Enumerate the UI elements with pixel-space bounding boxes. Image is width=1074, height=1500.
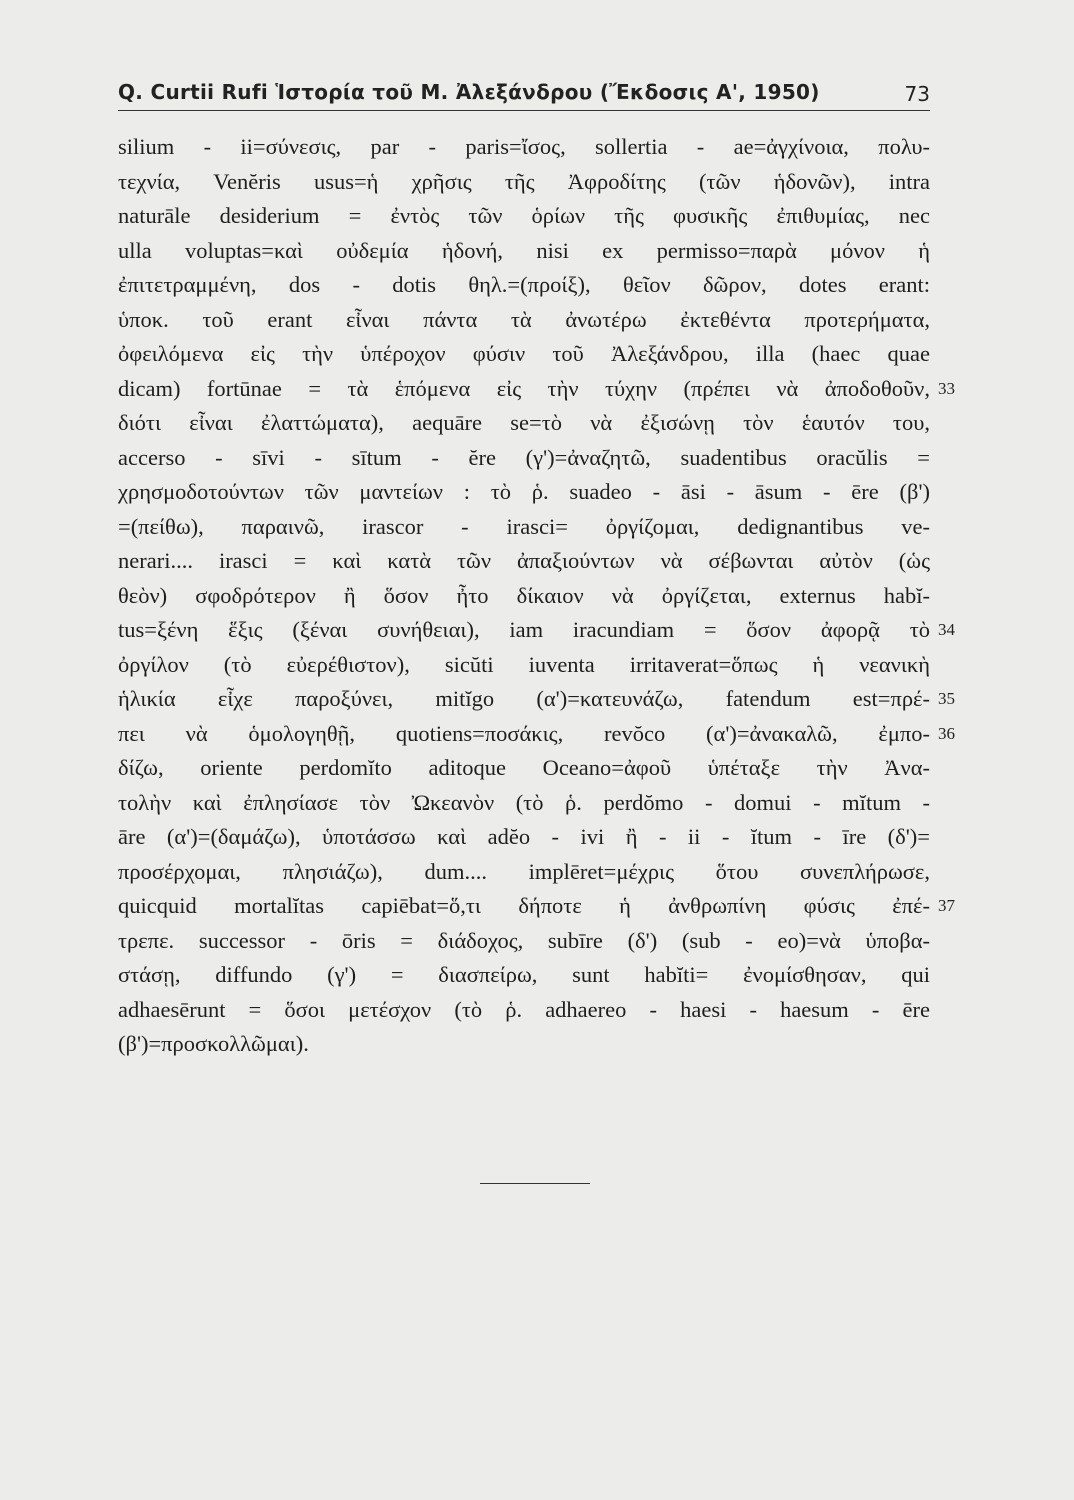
text-line: accerso - sīvi - sītum - ĕre (γ')=ἀναζητῶ, suadentibus oracŭlis = [118, 444, 930, 470]
text-line: adhaesērunt = ὅσοι μετέσχον (τὸ ῥ. adhaereo - haesi - haesum - ēre [118, 996, 930, 1022]
text-line: silium - ii=σύνεσις, par - paris=ἴσος, sollertia - ae=ἀγχίνοια, πολυ- [118, 134, 930, 159]
page-number: 73 [904, 82, 930, 106]
text-line: προσέρχομαι, πλησιάζω), dum.... implēret=μέχρις ὅτου συνεπλήρωσε, [118, 858, 930, 884]
text-line: ὑποκ. τοῦ erant εἶναι πάντα τὰ ἀνωτέρω ἐκτεθέντα προτερήματα, [118, 306, 930, 332]
text-line: πει νὰ ὁμολογηθῇ, quotiens=ποσάκις, revŏco (α')=ἀνακαλῶ, ἐμπο- [118, 720, 930, 746]
text-line: =(πείθω), παραινῶ, irascor - irasci= ὀργίζομαι, dedignantibus ve- [118, 513, 930, 539]
text-line: quicquid mortalĭtas capiēbat=ὅ,τι δήποτε ἡ ἀνθρωπίνη φύσις ἐπέ- [118, 893, 930, 918]
text-line: στάσῃ, diffundo (γ') = διασπείρω, sunt habĭti= ἐνομίσθησαν, qui [118, 962, 930, 987]
text-line: āre (α')=(δαμάζω), ὑποτάσσω καὶ adĕo - ivi ἢ - ii - ĭtum - īre (δ')= [118, 824, 930, 849]
text-line: θεὸν) σφοδρότερον ἢ ὅσον ἦτο δίκαιον νὰ ὀργίζεται, externus habĭ- [118, 582, 930, 608]
end-rule [480, 1183, 590, 1184]
running-header [118, 80, 930, 114]
margin-number: 36 [938, 723, 955, 743]
margin-number: 34 [938, 620, 955, 639]
book-title: Q. Curtii Rufi Ἱστορία τοῦ Μ. Ἀλεξάνδρου (Ἔκδοσις Α', 1950) [118, 80, 820, 104]
text-line: ulla voluptas=καὶ οὐδεμία ἡδονή, nisi ex permisso=παρὰ μόνον ἡ [118, 237, 930, 263]
text-line: naturāle desiderium = ἐντὸς τῶν ὁρίων τῆς φυσικῆς ἐπιθυμίας, nec [118, 203, 930, 228]
margin-number: 37 [938, 896, 955, 915]
header-rule [118, 110, 930, 111]
text-line: dicam) fortūnae = τὰ ἑπόμενα εἰς τὴν τύχην (πρέπει νὰ ἀποδοθοῦν, [118, 375, 930, 401]
text-line: δίζω, oriente perdomĭto aditoque Oceano=ἀφοῦ ὑπέταξε τὴν Ἀνα- [118, 755, 930, 780]
text-line: (β')=προσκολλῶμαι). [118, 1031, 309, 1056]
margin-number: 33 [938, 378, 955, 398]
text-line: nerari.... irasci = καὶ κατὰ τῶν ἀπαξιούντων νὰ σέβωνται αὐτὸν (ὡς [118, 548, 930, 573]
text-line: τεχνία, Venĕris usus=ἡ χρῆσις τῆς Ἀφροδίτης (τῶν ἡδονῶν), intra [118, 168, 930, 194]
text-line: τρεπε. successor - ōris = διάδοχος, subīre (δ') (sub - eo)=νὰ ὑποβα- [118, 927, 930, 953]
text-line: ὀφειλόμενα εἰς τὴν ὑπέροχον φύσιν τοῦ Ἀλεξάνδρου, illa (haec quae [118, 341, 930, 366]
text-line: διότι εἶναι ἐλαττώματα), aequāre se=τὸ νὰ ἐξισώνῃ τὸν ἑαυτόν του, [118, 410, 930, 435]
text-line: τολὴν καὶ ἐπλησίασε τὸν Ὠκεανὸν (τὸ ῥ. perdŏmo - domui - mĭtum - [118, 789, 930, 815]
margin-number: 35 [938, 689, 955, 708]
text-line: χρησμοδοτούντων τῶν μαντείων : τὸ ῥ. suadeo - āsi - āsum - ēre (β') [118, 479, 930, 504]
text-line: ἡλικία εἶχε παροξύνει, mitĭgo (α')=κατευνάζω, fatendum est=πρέ- [118, 686, 930, 711]
text-line: tus=ξένη ἕξις (ξέναι συνήθειαι), iam iracundiam = ὅσον ἀφορᾷ τὸ [118, 617, 930, 642]
text-line: ἐπιτετραμμένη, dos - dotis θηλ.=(προίξ), θεῖον δῶρον, dotes erant: [118, 272, 930, 297]
text-line: ὀργίλον (τὸ εὐερέθιστον), sicŭti iuventa irritaverat=ὅπως ἡ νεανικὴ [118, 651, 930, 677]
commentary-text [118, 130, 930, 1062]
